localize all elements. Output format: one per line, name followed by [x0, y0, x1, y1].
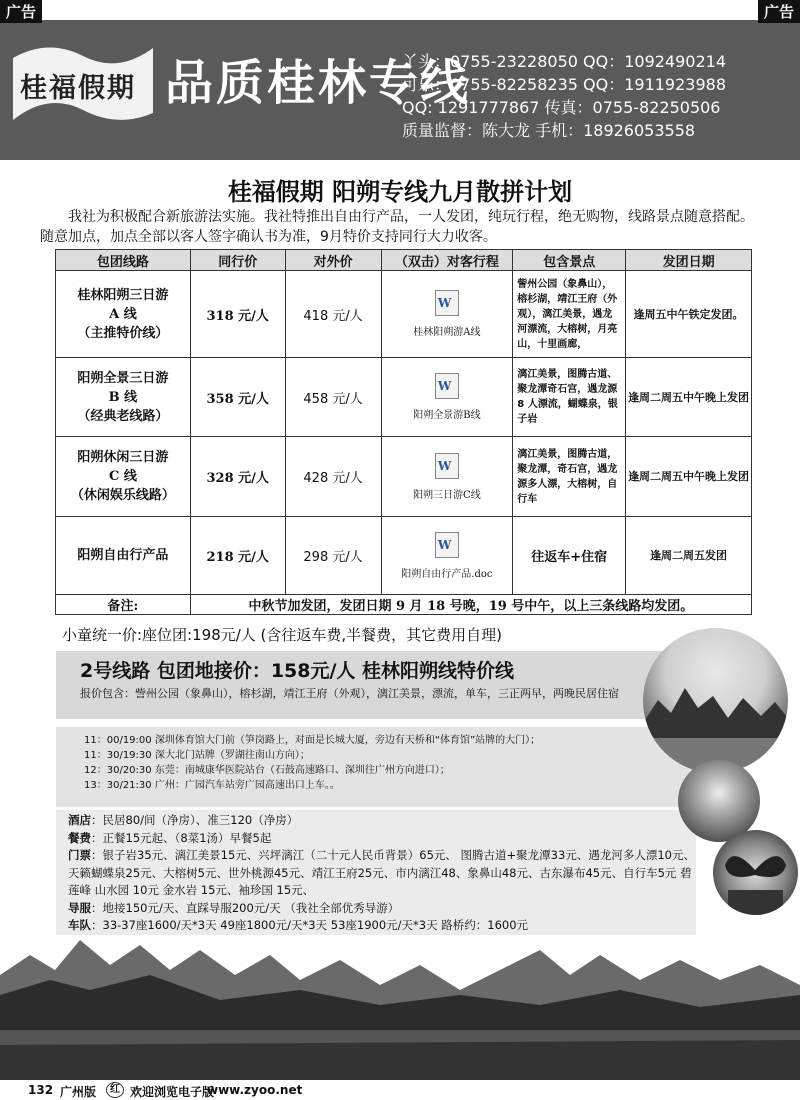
- trade-price: 218 元/人: [190, 517, 285, 595]
- fee-item: 酒店：民居80/间（净房）、准三120（净房）: [68, 813, 299, 827]
- line2-title: 2号线路 包团地接价：158元/人 桂林阳朔线特价线: [80, 660, 515, 682]
- fee-item: 餐费：正餐15元起、（8菜1汤）早餐5起: [68, 830, 272, 845]
- included-sights: 訾州公园（象鼻山），榕杉湖，靖江王府（外观），漓江美景，遇龙河漂流，大榕树，月亮山，十里画廊，: [513, 271, 626, 358]
- contact-block: [402, 50, 726, 142]
- intro-paragraph: 我社为积极配合新旅游法实施。我社特推出自由行产品，一人发团，纯玩行程，绝无购物，线路景点随意搭配。随意加点，加点全部以客人签字确认书为准，9月特价支持同行大力收客。: [40, 209, 754, 245]
- page-title: 桂福假期 阳朔专线九月散拼计划: [227, 178, 573, 206]
- contact-line: 丫头：0755-23228050 QQ：1092490214: [402, 52, 727, 71]
- col-header: 发团日期: [626, 250, 752, 271]
- word-doc-icon: [435, 373, 459, 399]
- word-doc-icon: [435, 532, 459, 558]
- table-row: [56, 517, 752, 595]
- departure-dates: 逢周五中午铁定发团。: [626, 271, 752, 358]
- col-header: （双击）对客行程: [381, 250, 513, 271]
- route-name: 阳朔自由行产品: [56, 517, 191, 595]
- departure-dates: 逢周二周五中午晚上发团: [626, 437, 752, 517]
- col-header: 同行价: [190, 250, 285, 271]
- route-name: 阳朔全景三日游 B 线 （经典老线路）: [56, 358, 191, 437]
- retail-price: 458 元/人: [285, 358, 381, 437]
- edition-label: 广州版: [60, 1085, 97, 1099]
- itinerary-doc-link[interactable]: W 阳朔自由行产品.doc: [381, 517, 513, 595]
- word-doc-icon: [435, 453, 459, 479]
- fee-item: 导服：地接150元/天、直踩导服200元/天 （我社全部优秀导游）: [68, 900, 400, 915]
- trade-price: 358 元/人: [190, 358, 285, 437]
- ad-label-right: 广告: [758, 0, 800, 23]
- note-text: 中秋节加发团，发团日期 9 月 18 号晚，19 号中午，以上三条线路均发团。: [190, 595, 751, 615]
- included-sights: 往返车+住宿: [513, 517, 626, 595]
- itinerary-doc-link[interactable]: W 阳朔全景游B线: [381, 358, 513, 437]
- page-footer: [0, 1080, 800, 1100]
- contact-line: 质量监督：陈大龙 手机：18926053558: [402, 121, 696, 140]
- retail-price: 418 元/人: [285, 271, 381, 358]
- pickup-schedule: [56, 727, 704, 807]
- schedule-item: 12：30/20:30 东莞：南城康华医院站台（石鼓高速路口、深圳往广州方向进口）；: [84, 765, 450, 776]
- price-table: [55, 249, 752, 615]
- schedule-item: 11：30/19:30 深大北门站牌（罗湖往南山方向）；: [84, 750, 310, 761]
- trade-price: 328 元/人: [190, 437, 285, 517]
- line2-includes: 报价包含：訾州公园（象鼻山），榕杉湖，靖江王府（外观），漓江美景，漂流，单车，三正两早，两晚民居住宿: [80, 687, 619, 700]
- site-url-link[interactable]: www.zyoo.net: [207, 1083, 303, 1097]
- word-doc-icon: [435, 290, 459, 316]
- itinerary-doc-link[interactable]: W 桂林阳朔游A线: [381, 271, 513, 358]
- li-river-landscape: [0, 935, 800, 1080]
- fee-item: 门票：银子岩35元、漓江美景15元、兴坪漓江（二十元人民币背景）65元、 图腾古道+聚龙潭33元、遇龙河多人漂10元、天籁蝴蝶泉25元、大榕树5元、世外桃源45元、靖江王府25元、市内漓江48、象鼻山48元、古东瀑布45元、自行车5元 碧莲峰 山水园 10元 金水岩 15元、袖珍国 15元、: [68, 848, 695, 897]
- brand-logo-text: 桂福假期: [20, 73, 136, 104]
- contact-line: QQ: 1291777867 传真：0755-82250506: [402, 98, 721, 117]
- welcome-text: 欢迎浏览电子版: [130, 1085, 215, 1099]
- retail-price: 298 元/人: [285, 517, 381, 595]
- col-header: 包团线路: [56, 250, 191, 271]
- retail-price: 428 元/人: [285, 437, 381, 517]
- page-number: 132: [28, 1083, 54, 1097]
- schedule-item: 11：00/19:00 深圳体育馆大门前（笋岗路上，对面是长城大厦，旁边有天桥和“体育馆”站牌的大门）；: [84, 735, 541, 746]
- table-note-row: [56, 595, 752, 615]
- col-header: 包含景点: [513, 250, 626, 271]
- col-header: 对外价: [285, 250, 381, 271]
- departure-dates: 逢周二周五发团: [626, 517, 752, 595]
- table-row: [56, 271, 752, 358]
- trade-price: 318 元/人: [190, 271, 285, 358]
- route-name: 桂林阳朔三日游 A 线 （主推特价线）: [56, 271, 191, 358]
- schedule-item: 13：30/21:30 广州：广园汽车站旁广园高速出口上车。。: [84, 780, 340, 791]
- note-label: 备注:: [56, 595, 191, 615]
- brand-seal-icon: 红: [106, 1082, 124, 1098]
- table-header-row: [56, 250, 752, 271]
- departure-dates: 逢周二周五中午晚上发团: [626, 358, 752, 437]
- contact-line: 可乐：0755-82258235 QQ：1911923988: [402, 75, 727, 94]
- included-sights: 漓江美景，图腾古道，聚龙潭，奇石宫，遇龙源多人漂，大榕树，自行车: [513, 437, 626, 517]
- table-row: [56, 437, 752, 517]
- fee-item: 车队：33-37座1600/天*3天 49座1800元/天*3天 53座1900元/天*3天 路桥约：1600元: [68, 918, 529, 932]
- butterfly-spring-photo: [713, 830, 798, 915]
- ad-label-left: 广告: [0, 0, 42, 23]
- slogan: 品质桂林专线: [165, 55, 472, 111]
- included-sights: 漓江美景，图腾古道、聚龙潭奇石宫，遇龙源 8 人漂流，蝴蝶泉，银子岩: [513, 358, 626, 437]
- fee-list: [56, 810, 696, 938]
- child-price-note: 小童统一价:座位团:198元/人 (含往返车费,半餐费，其它费用自理): [62, 626, 503, 644]
- table-row: [56, 358, 752, 437]
- karst-river-photo: [643, 628, 788, 773]
- route-name: 阳朔休闲三日游 C 线 （休闲娱乐线路）: [56, 437, 191, 517]
- itinerary-doc-link[interactable]: W 阳朔三日游C线: [381, 437, 513, 517]
